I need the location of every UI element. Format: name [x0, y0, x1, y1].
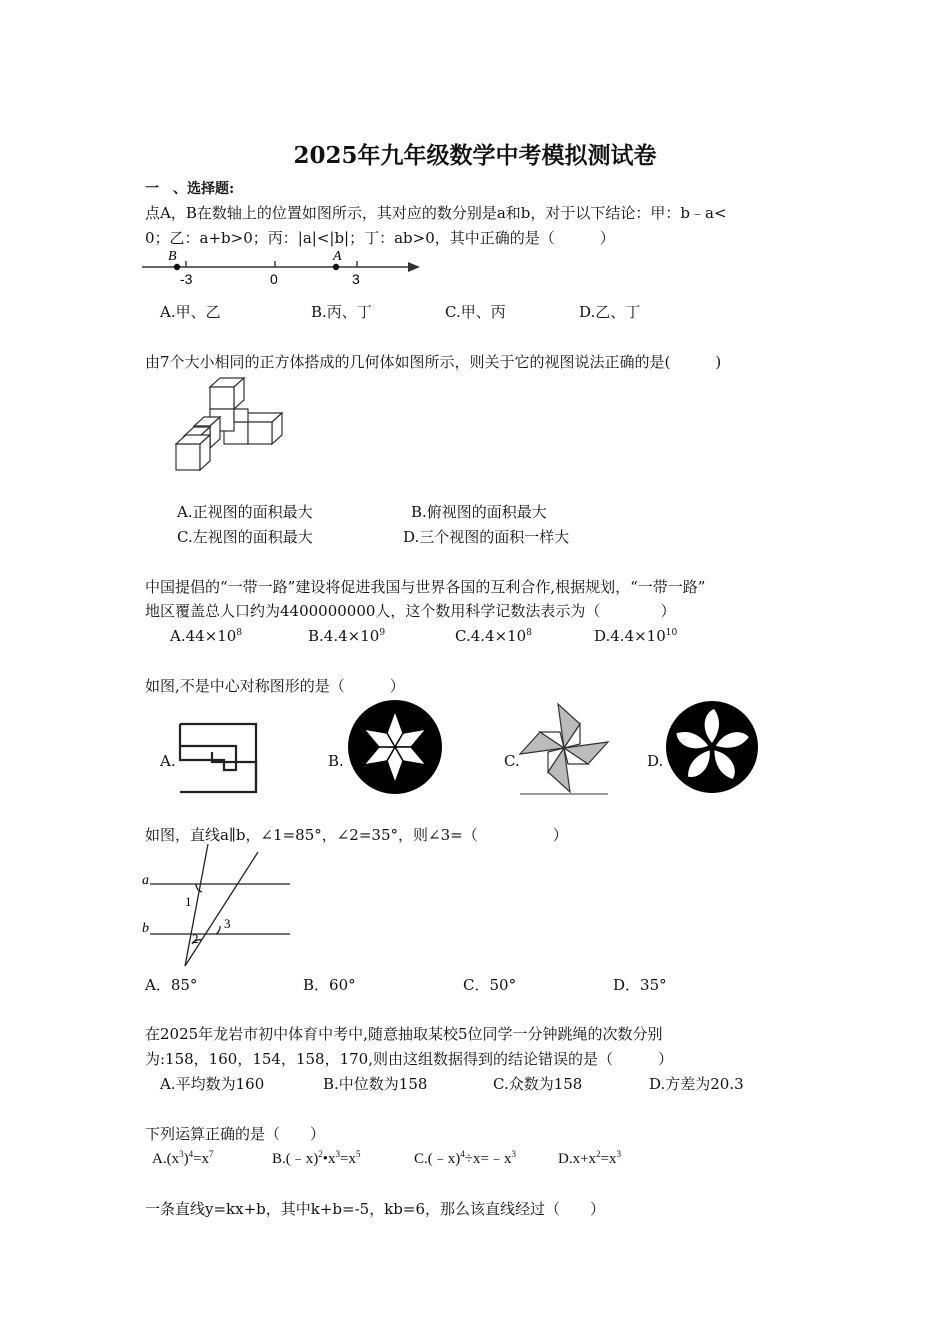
q4-option-b-label[interactable]: B. [328, 752, 344, 770]
tick-label-neg3: -3 [180, 271, 193, 287]
q1-option-d[interactable]: D.乙、丁 [579, 303, 641, 321]
q1-stem-line2: 0；乙：a+b>0；丙：|a|<|b|；丁：ab>0，其中正确的是（ ） [145, 229, 615, 247]
q4-option-c-label[interactable]: C. [504, 752, 520, 770]
angle-3-label: 3 [224, 916, 231, 931]
q8-stem: 一条直线y=kx+b，其中k+b=-5，kb=6，那么该直线经过（ ） [145, 1200, 606, 1218]
q7-option-c[interactable]: $C.(﹣x)^4\div x=﹣x^3$ [414, 1149, 516, 1167]
q7-option-d[interactable]: $D.x+x^2=x^3$ [558, 1149, 622, 1167]
point-a-label: A [333, 249, 342, 264]
q6-stem-line2: 为:158，160，154，158，170,则由这组数据得到的结论错误的是（ ） [145, 1050, 673, 1068]
line-a-label: a [142, 873, 149, 888]
q1-option-a[interactable]: A.甲、乙 [160, 303, 221, 321]
q6-option-a[interactable]: A.平均数为160 [160, 1075, 265, 1093]
q5-option-a[interactable]: A．85° [145, 976, 198, 994]
q2-option-a[interactable]: A.正视图的面积最大 [177, 503, 313, 521]
q6-stem-line1: 在2025年龙岩市初中体育中考中,随意抽取某校5位同学一分钟跳绳的次数分别 [145, 1025, 663, 1043]
line-b-label: b [142, 921, 149, 936]
q1-option-b[interactable]: B.丙、丁 [311, 303, 372, 321]
q3-stem-line2: 地区覆盖总人口约为4400000000人，这个数用科学记数法表示为（ ） [145, 602, 676, 620]
q5-option-d[interactable]: D．35° [613, 976, 667, 994]
shape-c-figure [520, 702, 608, 794]
shape-d-figure [664, 698, 760, 796]
q6-option-b[interactable]: B.中位数为158 [323, 1075, 428, 1093]
q3-option-b[interactable]: $B.4.4\times 10^9$ [308, 627, 386, 645]
shape-a-figure [178, 722, 260, 794]
q2-option-c[interactable]: C.左视图的面积最大 [177, 528, 313, 546]
q5-stem: 如图，直线a∥b，∠1=85°，∠2=35°，则∠3=（ ） [145, 826, 568, 844]
q2-option-b[interactable]: B.俯视图的面积最大 [411, 503, 547, 521]
q1-stem-line1: 点A，B在数轴上的位置如图所示，其对应的数分别是a和b，对于以下结论：甲：b﹣a< [145, 204, 727, 222]
q2-option-d[interactable]: D.三个视图的面积一样大 [403, 528, 570, 546]
q4-option-a-label[interactable]: A. [160, 752, 176, 770]
q2-stem: 由7个大小相同的正方体搭成的几何体如图所示，则关于它的视图说法正确的是( ) [145, 353, 722, 371]
parallel-lines-figure [140, 842, 295, 970]
q7-option-b[interactable]: $B.(﹣x)^2•x^3=x^5$ [272, 1149, 361, 1167]
page-title: 2025年九年级数学中考模拟测试卷 [293, 142, 657, 169]
q7-stem: 下列运算正确的是（ ） [145, 1125, 326, 1143]
q3-stem-line1: 中国提倡的“一带一路”建设将促进我国与世界各国的互利合作,根据规划，“一带一路” [145, 578, 706, 596]
q6-option-c[interactable]: C.众数为158 [493, 1075, 583, 1093]
angle-1-label: 1 [185, 894, 192, 909]
point-b-label: B [168, 249, 177, 264]
number-line-figure [140, 250, 425, 290]
tick-label-0: 0 [270, 271, 278, 287]
q7-option-a[interactable]: $A.(x^3)^4=x^7$ [152, 1149, 214, 1167]
q5-option-b[interactable]: B．60° [303, 976, 356, 994]
q3-option-c[interactable]: $C.4.4\times 10^8$ [455, 627, 532, 645]
q6-option-d[interactable]: D.方差为20.3 [649, 1075, 744, 1093]
shape-b-figure [346, 698, 444, 796]
cube-stack-figure [170, 382, 290, 477]
q4-stem: 如图,不是中心对称图形的是（ ） [145, 677, 405, 695]
q3-option-d[interactable]: $D.4.4\times 10^{10}$ [594, 627, 678, 645]
q5-option-c[interactable]: C．50° [463, 976, 517, 994]
tick-label-3: 3 [352, 271, 360, 287]
q1-option-c[interactable]: C.甲、丙 [445, 303, 506, 321]
section-heading: 一 、选择题: [145, 181, 235, 197]
angle-2-label: 2 [192, 931, 199, 946]
q3-option-a[interactable]: $A.44\times 10^8$ [170, 627, 243, 645]
q4-option-d-label[interactable]: D. [647, 752, 664, 770]
